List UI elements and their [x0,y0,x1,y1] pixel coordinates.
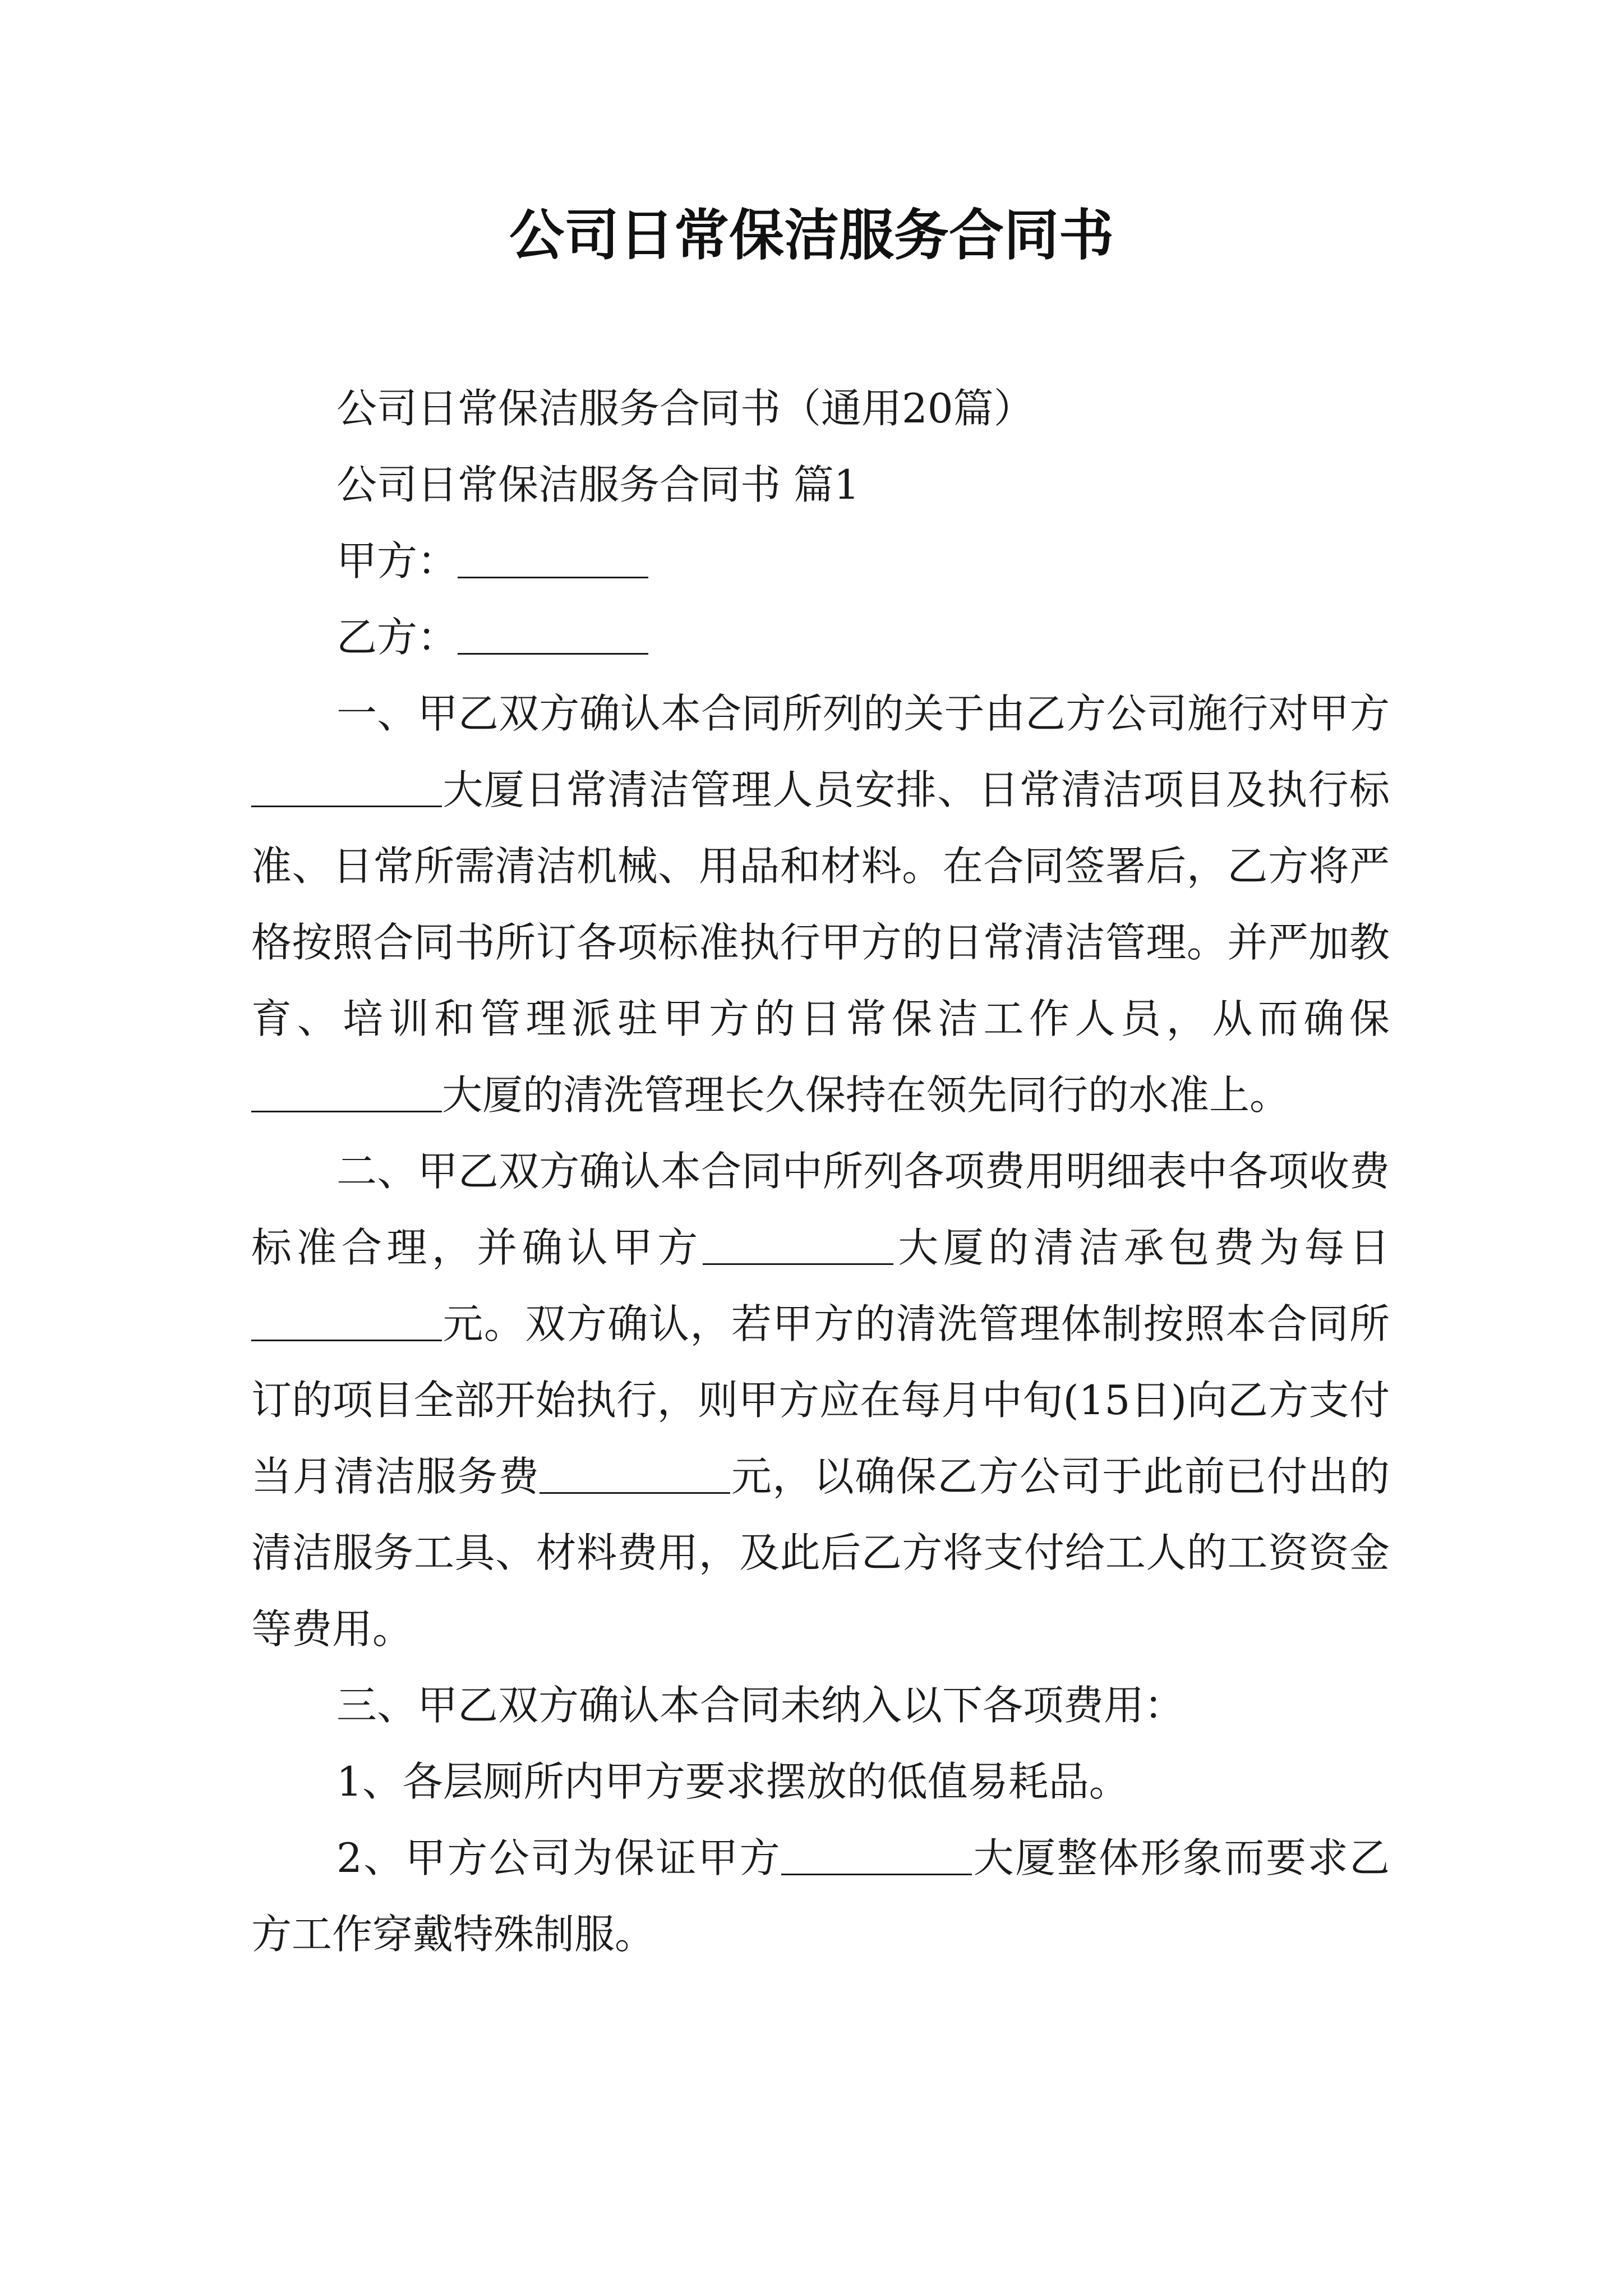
fill-in-blank [540,1453,730,1493]
fill-in-blank [251,1072,442,1112]
paragraph-text: 公司日常保洁服务合同书 篇1 [336,461,860,508]
paragraph-text: 2、甲方公司为保证甲方 [336,1834,782,1881]
paragraph-text: 二、甲乙双方确认本合同中所列各项费用明细表中各项收费标准合理，并确认甲方 [251,1148,1390,1271]
paragraph [251,523,1390,599]
paragraph-text: 甲方： [336,537,458,585]
paragraph [251,447,1390,523]
paragraph [251,1667,1390,1743]
paragraph [251,675,1390,1133]
fill-in-blank [251,1301,442,1341]
paragraph-text: 元。双方确认，若甲方的清洗管理体制按照本合同所订的项目全部开始执行，则甲方应在每月中旬(15日)向乙方支付当月清洁服务费 [251,1300,1390,1500]
document-title: 公司日常保洁服务合同书 [509,204,1114,268]
paragraph-text: 大厦的清洁承包费为每日 [893,1224,1390,1271]
fill-in-blank [251,767,442,807]
paragraph [251,1820,1390,1972]
fill-in-blank [781,1835,972,1875]
paragraph [251,1133,1390,1667]
paragraph-text: 大厦日常清洁管理人员安排、日常清洁项目及执行标准、日常所需清洁机械、用品和材料。在合同签署后，乙方将严格按照合同书所订各项标准执行甲方的日常清洁管理。并严加教育、培训和管理派驻甲方的日常保洁工作人员，从而确保 [251,766,1390,1042]
paragraph-text: 一、甲乙双方确认本合同所列的关于由乙方公司施行对甲方 [336,690,1390,737]
paragraph-text: 1、各层厕所内甲方要求摆放的低值易耗品。 [336,1758,1129,1805]
paragraph-text: 公司日常保洁服务合同书（通用20篇） [336,385,1034,432]
paragraph-text: 大厦整体形象而要求乙方工作穿戴特殊制服。 [251,1834,1390,1958]
paragraph-text: 三、甲乙双方确认本合同未纳入以下各项费用： [336,1682,1185,1729]
paragraph-text: 乙方： [336,614,458,661]
fill-in-blank [458,614,648,654]
paragraph-text: 元，以确保乙方公司于此前已付出的清洁服务工具、材料费用，及此后乙方将支付给工人的工资资金等费用。 [251,1453,1390,1653]
document-body [251,370,1390,1972]
paragraph [251,599,1390,675]
paragraph [251,1743,1390,1820]
fill-in-blank [703,1225,893,1264]
paragraph [251,370,1390,447]
fill-in-blank [458,538,648,578]
paragraph-text: 大厦的清洗管理长久保持在领先同行的水准上。 [442,1071,1290,1119]
